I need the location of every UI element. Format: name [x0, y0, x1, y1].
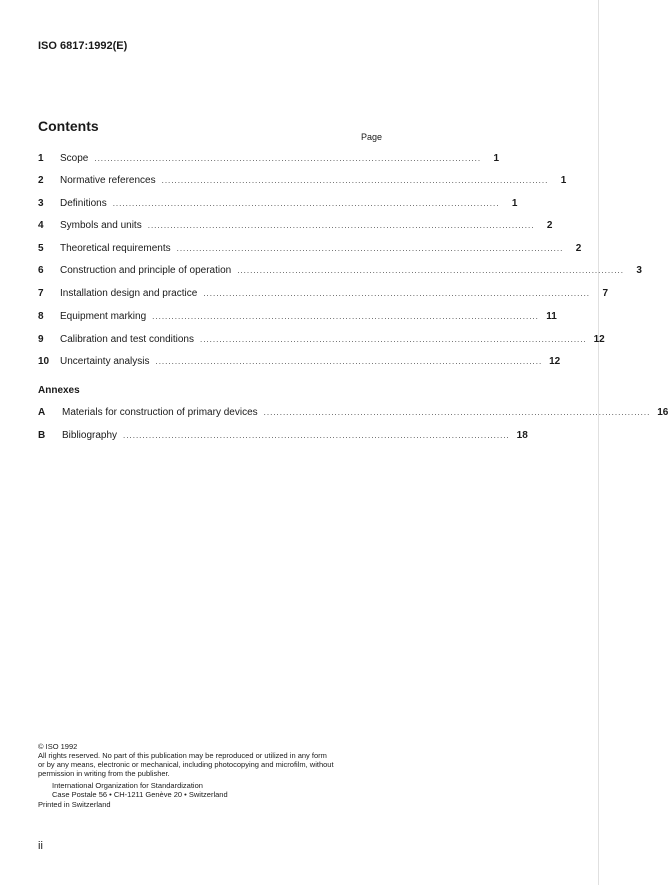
toc-entry[interactable] — [38, 311, 557, 325]
dot-leader: ........................................................................................................................ — [94, 154, 482, 163]
toc-page: 3 — [636, 265, 642, 276]
toc-number: 8 — [38, 311, 44, 322]
dot-leader: ........................................................................................................................ — [237, 266, 624, 275]
toc-page: 1 — [511, 198, 518, 209]
toc-entry[interactable] — [38, 243, 582, 257]
toc-number: 5 — [38, 243, 44, 254]
copyright-text: All rights reserved. No part of this publication may be reproduced or utilized in any form — [38, 751, 327, 760]
toc-title: Uncertainty analysis — [60, 356, 150, 367]
dot-leader: ........................................................................................................................ — [263, 408, 651, 417]
dot-leader: ........................................................................................................................ — [203, 289, 591, 298]
page-number: ii — [38, 840, 43, 852]
toc-page: 2 — [546, 220, 553, 231]
toc-title: Construction and principle of operation — [60, 265, 232, 276]
copyright-text: permission in writing from the publisher. — [38, 769, 170, 778]
dot-leader: ........................................................................................................................ — [161, 176, 549, 185]
copyright-notice — [38, 742, 388, 809]
toc-number: 4 — [38, 220, 44, 231]
copyright-text: or by any means, electronic or mechanical, including photocopying and microfilm, without — [38, 760, 334, 769]
toc-page: 1 — [493, 153, 500, 164]
toc-entry[interactable] — [38, 288, 609, 302]
dot-leader: ........................................................................................................................ — [112, 199, 500, 208]
printed-in: Printed in Switzerland — [38, 800, 111, 809]
toc-title: Calibration and test conditions — [60, 334, 194, 345]
toc-entry[interactable] — [38, 356, 561, 370]
annex-title: Bibliography — [62, 430, 118, 441]
toc-entry[interactable] — [38, 153, 500, 167]
toc-number: 9 — [38, 334, 44, 345]
dot-leader: ........................................................................................................................ — [155, 357, 543, 366]
dot-leader: ........................................................................................................................ — [176, 244, 564, 253]
toc-entry[interactable] — [38, 198, 518, 212]
toc-page: 12 — [549, 356, 561, 367]
annex-title: Materials for construction of primary devices — [62, 407, 258, 418]
dot-leader: ........................................................................................................................ — [147, 221, 535, 230]
toc-page: 11 — [546, 311, 557, 322]
toc-entry[interactable] — [38, 175, 567, 189]
toc-title: Equipment marking — [60, 311, 147, 322]
page-column-label: Page — [360, 132, 382, 142]
toc-number: 6 — [38, 265, 44, 276]
toc-entry[interactable] — [38, 220, 553, 234]
toc-title: Normative references — [60, 175, 156, 186]
annex-entry[interactable] — [38, 407, 668, 421]
dot-leader: ........................................................................................................................ — [199, 335, 587, 344]
page-edge-line — [598, 0, 599, 885]
annex-letter: A — [38, 407, 46, 418]
toc-page: 12 — [593, 334, 605, 345]
annex-page: 16 — [657, 407, 668, 418]
toc-title: Installation design and practice — [60, 288, 198, 299]
dot-leader: ........................................................................................................................ — [123, 431, 510, 440]
toc-number: 1 — [38, 153, 44, 164]
toc-number: 2 — [38, 175, 44, 186]
contents-heading: Contents — [38, 118, 99, 134]
toc-number: 7 — [38, 288, 44, 299]
toc-entry[interactable] — [38, 334, 605, 348]
annex-page: 18 — [516, 430, 528, 441]
annex-entry[interactable] — [38, 430, 528, 444]
toc-page: 7 — [602, 288, 609, 299]
toc-title: Definitions — [60, 198, 107, 209]
dot-leader: ........................................................................................................................ — [152, 312, 539, 321]
annexes-heading: Annexes — [38, 385, 80, 396]
toc-title: Symbols and units — [60, 220, 142, 231]
toc-number: 10 — [38, 356, 50, 367]
toc-entry[interactable] — [38, 265, 642, 279]
organization-address: Case Postale 56 • CH-1211 Genève 20 • Switzerland — [52, 790, 228, 799]
toc-page: 2 — [575, 243, 582, 254]
toc-number: 3 — [38, 198, 44, 209]
toc-page: 1 — [560, 175, 567, 186]
copyright-line: © ISO 1992 — [38, 742, 78, 751]
toc-title: Scope — [60, 153, 89, 164]
organization-name: International Organization for Standardization — [52, 781, 203, 790]
annex-letter: B — [38, 430, 46, 441]
toc-title: Theoretical requirements — [60, 243, 171, 254]
document-id: ISO 6817:1992(E) — [38, 40, 128, 52]
